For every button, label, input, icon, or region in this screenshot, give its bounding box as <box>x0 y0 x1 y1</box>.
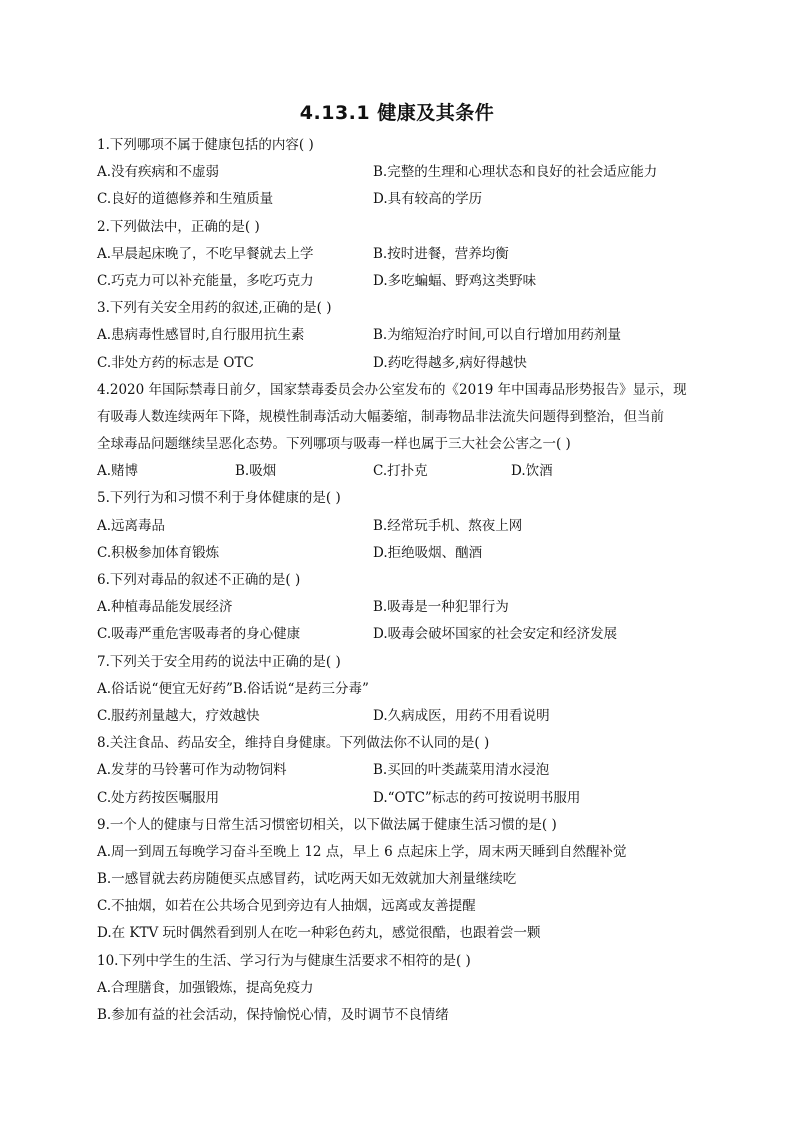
option-a: A.发芽的马铃薯可作为动物饲料 <box>97 762 287 779</box>
option-a: A.患病毒性感冒时,自行服用抗生素 <box>97 327 305 344</box>
option-d: D.拒绝吸烟、酗酒 <box>373 544 483 561</box>
option-b: B.一感冒就去药房随便买点感冒药，试吃两天如无效就加大剂量继续吃 <box>97 871 517 888</box>
option-d: D.多吃蝙蝠、野鸡这类野味 <box>373 272 537 289</box>
question-list <box>97 132 697 1029</box>
option-row <box>97 785 697 812</box>
option-d: D.吸毒会破坏国家的社会安定和经济发展 <box>373 626 618 643</box>
option-a: A.没有疾病和不虚弱 <box>97 164 220 181</box>
question-stem: 7.下列关于安全用药的说法中正确的是( ) <box>97 653 341 670</box>
option-b: B.经常玩手机、熬夜上网 <box>373 517 523 534</box>
option-d: D.药吃得越多,病好得越快 <box>373 354 527 371</box>
question-stem: 10.下列中学生的生活、学习行为与健康生活要求不相符的是( ) <box>97 952 471 969</box>
option-b: B.完整的生理和心理状态和良好的社会适应能力 <box>373 164 658 181</box>
option-row <box>97 186 697 213</box>
question-stem-line: 全球毒品问题继续呈恶化态势。下列哪项与吸毒一样也属于三大社会公害之一( ) <box>97 436 571 453</box>
option-c: C.积极参加体育锻炼 <box>97 544 220 561</box>
option-a: A.赌博 <box>97 463 139 480</box>
option-a: A.种植毒品能发展经济 <box>97 599 233 616</box>
question-stem: 2.下列做法中，正确的是( ) <box>97 218 260 235</box>
question-stem: 6.下列对毒品的叙述不正确的是( ) <box>97 572 301 588</box>
option-ab: A.俗话说“便宜无好药”B.俗话说“是药三分毒” <box>97 680 369 697</box>
question-stem: 1.下列哪项不属于健康包括的内容( ) <box>97 137 314 153</box>
question-stem-line: 4.2020 年国际禁毒日前夕，国家禁毒委员会办公室发布的《2019 年中国毒品形势报告》显示，现 <box>97 381 687 398</box>
option-b: B.吸毒是一种犯罪行为 <box>373 599 509 616</box>
option-a: A.早晨起床晚了，不吃早餐就去上学 <box>97 245 314 262</box>
option-row <box>97 513 697 540</box>
option-row <box>97 159 697 186</box>
question-stem: 3.下列有关安全用药的叙述,正确的是( ) <box>97 300 332 317</box>
option-a: A.合理膳食，加强锻炼，提高免疫力 <box>97 979 314 996</box>
option-b: B.按时进餐，营养均衡 <box>373 245 509 262</box>
option-b: B.参加有益的社会活动，保持愉悦心情，及时调节不良情绪 <box>97 1007 449 1023</box>
option-d: D.具有较高的学历 <box>373 191 483 208</box>
option-row <box>97 594 697 621</box>
question-stem: 8.关注食品、药品安全，维持自身健康。下列做法你不认同的是( ) <box>97 735 490 752</box>
option-c: C.非处方药的标志是 OTC <box>97 354 254 371</box>
option-a: A.周一到周五每晚学习奋斗至晚上 12 点，早上 6 点起床上学，周末两天睡到自然醒补觉 <box>97 843 627 860</box>
option-c: C.不抽烟，如若在公共场合见到旁边有人抽烟，远离或友善提醒 <box>97 898 476 915</box>
option-row <box>97 322 697 349</box>
option-row <box>97 268 697 295</box>
option-a: A.远离毒品 <box>97 517 166 534</box>
question-stem: 5.下列行为和习惯不利于身体健康的是( ) <box>97 490 341 507</box>
option-c: C.良好的道德修养和生殖质量 <box>97 191 274 208</box>
option-d: D.饮酒 <box>511 463 553 480</box>
option-d: D.久病成医，用药不用看说明 <box>373 707 550 724</box>
option-row <box>97 350 697 377</box>
option-row <box>97 458 697 485</box>
option-c: C.处方药按医嘱服用 <box>97 789 220 806</box>
option-c: C.巧克力可以补充能量，多吃巧克力 <box>97 272 314 289</box>
option-d: D.在 KTV 玩时偶然看到别人在吃一种彩色药丸，感觉很酷，也跟着尝一颗 <box>97 925 541 942</box>
option-b: B.为缩短治疗时间,可以自行增加用药剂量 <box>373 327 622 344</box>
page-title: 4.13.1 健康及其条件 <box>299 102 495 124</box>
option-row <box>97 621 697 648</box>
option-row <box>97 241 697 268</box>
option-row <box>97 703 697 730</box>
option-c: C.打扑克 <box>373 463 428 480</box>
option-c: C.服药剂量越大，疗效越快 <box>97 707 260 724</box>
option-b: B.吸烟 <box>235 463 277 480</box>
option-row <box>97 540 697 567</box>
option-d: D.“OTC”标志的药可按说明书服用 <box>373 789 581 806</box>
question-stem: 9.一个人的健康与日常生活习惯密切相关，以下做法属于健康生活习惯的是( ) <box>97 816 557 833</box>
question-stem-line: 有吸毒人数连续两年下降，规模性制毒活动大幅萎缩，制毒物品非法流失问题得到整治，但当前 <box>97 408 664 425</box>
option-row <box>97 757 697 784</box>
option-c: C.吸毒严重危害吸毒者的身心健康 <box>97 626 301 643</box>
option-b: B.买回的叶类蔬菜用清水浸泡 <box>373 762 550 779</box>
